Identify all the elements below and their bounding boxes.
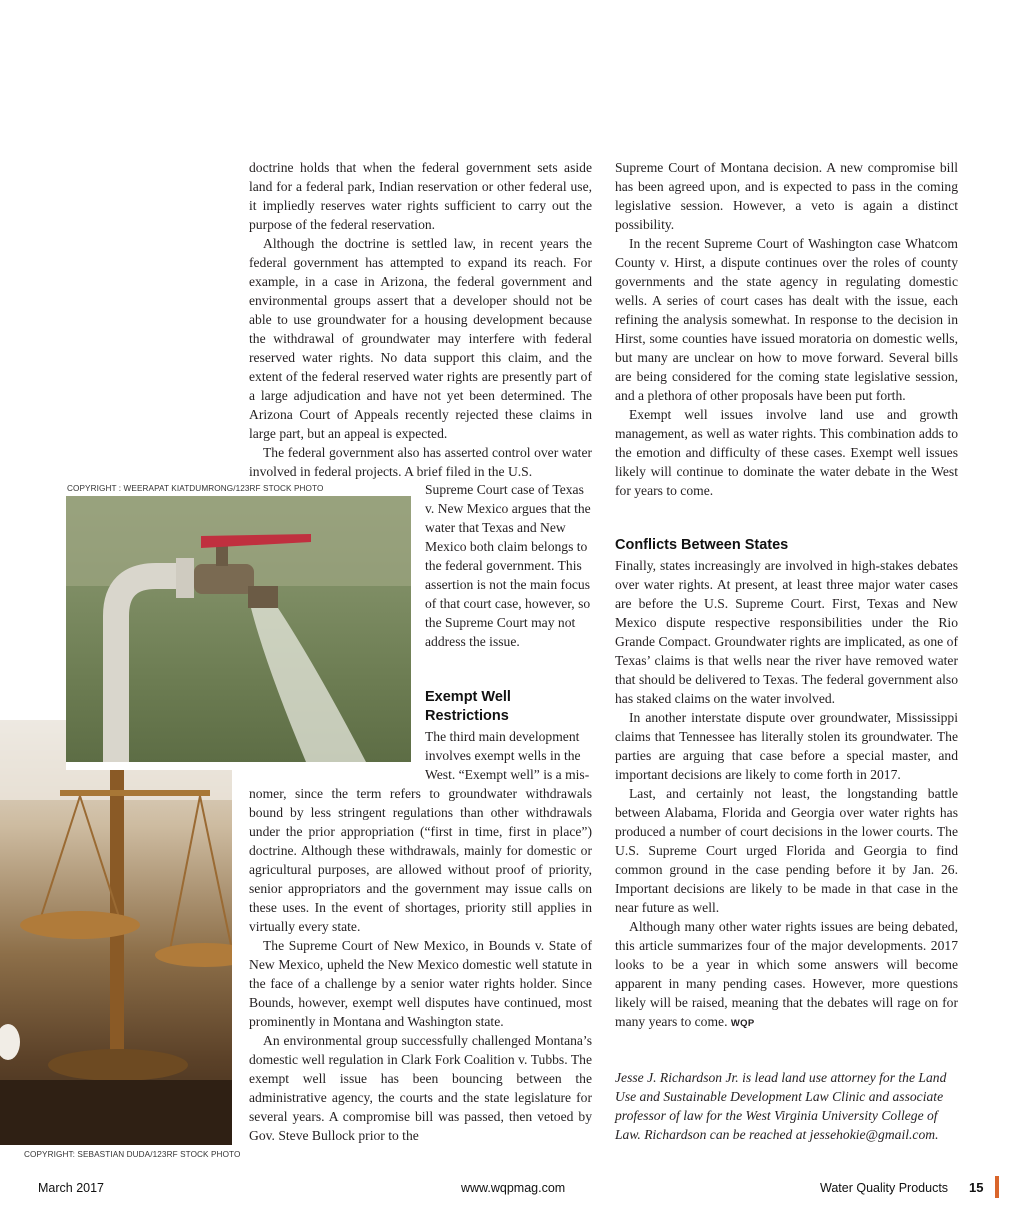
footer-url[interactable]: www.wqpmag.com (461, 1181, 566, 1195)
bio-text: Jesse J. Richardson Jr. is lead land use attorney for the Land Use and Sustainable Development Law Clinic and associate professor of law for the West Virginia University College of Law. Richardson can be reached at jessehokie@gmail.com. (615, 1070, 947, 1142)
body-paragraph: Although the doctrine is settled law, in recent years the federal government has attempted to expand its reach. For example, in a case in Arizona, the federal government and environmental groups assert that a developer should not be able to use groundwater for a housing development because the withdrawal of groundwater may interfere with federal reserved water rights. No data support this claim, and the extent of the federal reserved water rights are presently part of a large adjudication and have not yet been determined. The Arizona Court of Appeals recently rejected these claims in large part, but an appeal is expected. (249, 236, 592, 441)
exempt-well-heading (425, 688, 592, 726)
scales-photo-credit: COPYRIGHT: SEBASTIAN DUDA/123RF STOCK PHOTO (24, 1150, 241, 1159)
body-paragraph: nomer, since the term refers to groundwater withdrawals bound by less stringent regulations than other withdrawals under the prior appropriation (“first in time, first in place”) doctrine. Although these withdrawals, mainly for domestic or agricultural purposes, are allowed without proof of priority, senior appropriators and the government may issue calls on these uses. In the event of shortages, priority still applies in virtually every state. (249, 786, 592, 934)
wqp-end-logo: WQP (730, 1018, 755, 1029)
footer-date: March 2017 (38, 1181, 105, 1195)
faucet-photo-credit: COPYRIGHT : WEERAPAT KIATDUMRONG/123RF STOCK PHOTO (67, 484, 324, 493)
body-paragraph: Last, and certainly not least, the longstanding battle between Alabama, Florida and Georgia over water rights has produced a number of court decisions in the lower courts. The U.S. Supreme Court urged Florida and Georgia to find common ground in the case pending before it by Jan. 26. Important decisions are likely to be made in that case in the near future as well. (615, 786, 958, 915)
right-column-bottom (615, 556, 958, 1033)
scales-of-justice-photo (0, 720, 232, 1145)
page-accent-bar (995, 1176, 999, 1198)
body-paragraph: doctrine holds that when the federal government sets aside land for a federal park, Indian reservation or other federal use, it impliedly reserves water rights sufficient to carry out the purpose of the federal reservation. (249, 160, 592, 232)
right-column-top (615, 158, 958, 500)
left-column-wrap (425, 480, 592, 651)
left-column-exempt-wrap (425, 727, 592, 784)
body-paragraph: Finally, states increasingly are involved in high-stakes debates over water rights. At present, at least three major water cases are before the U.S. Supreme Court. First, Texas and New Mexico dispute respective responsibilities under the Rio Grande Compact. Groundwater rights are implicated, as one of Texas’ claims is that wells near the river have removed water that should be delivered to Texas. The federal government also has staked claims on the water involved. (615, 558, 958, 706)
body-paragraph: Exempt well issues involve land use and growth management, as well as water rights. This combination adds to the emotion and difficulty of these cases. Exempt well issues likely will continue to dominate the water debate in the West for years to come. (615, 407, 958, 498)
final-paragraph-text: Although many other water rights issues are being debated, this article summarizes four of the major developments. 2017 looks to be a year in which some answers will become apparent in many pending cases. However, more questions likely will be raised, meaning that the debates will rage on for many years to come. (615, 919, 958, 1029)
left-column-bottom (249, 784, 592, 1145)
body-paragraph: In the recent Supreme Court of Washington case Whatcom County v. Hirst, a dispute continues over the roles of county governments and the state agency in regulating domestic wells. A series of court cases has dealt with the issue, each refining the analysis somewhat. In response to the decision in Hirst, some counties have issued moratoria on domestic wells, but many are unclear on how to move forward. Several bills are being considered for the coming state legislative session, and a plethora of other proposals have been put forth. (615, 236, 958, 403)
faucet-photo (66, 496, 419, 770)
body-paragraph: In another interstate dispute over groundwater, Mississippi claims that Tennessee has literally stolen its groundwater. The parties are arguing that case before a special master, and important decisions are likely to come forth in 2017. (615, 710, 958, 782)
left-column-top (249, 158, 592, 481)
body-paragraph: An environmental group successfully challenged Montana’s domestic well regulation in Clark Fork Coalition v. Tubbs. The exempt well issue has been bouncing between the administrative agency, the courts and the state legislature for several years. A compromise bill was passed, then vetoed by Gov. Steve Bullock prior to the (249, 1033, 592, 1143)
body-paragraph: The federal government also has asserted control over water involved in federal projects. A brief filed in the U.S. (249, 445, 592, 479)
body-paragraph: Supreme Court of Montana decision. A new compromise bill has been agreed upon, and is expected to pass in the coming legislative session. However, a veto is again a distinct possibility. (615, 160, 958, 232)
heading-line: Exempt Well (425, 689, 511, 705)
heading-line: Conflicts Between States (615, 537, 789, 553)
body-paragraph (615, 917, 958, 1033)
body-paragraph: The third main development involves exempt wells in the West. “Exempt well” is a mis- (425, 729, 590, 782)
footer-publication: Water Quality Products (820, 1181, 949, 1195)
conflicts-heading (615, 536, 958, 555)
heading-line: Restrictions (425, 708, 509, 724)
body-paragraph: Supreme Court case of Texas v. New Mexico argues that the water that Texas and New Mexico both claim belongs to the federal government. This assertion is not the main focus of that court case, however, so the Supreme Court may not address the issue. (425, 482, 591, 649)
body-paragraph: The Supreme Court of New Mexico, in Bounds v. State of New Mexico, upheld the New Mexico domestic well statute in the face of a challenge by a senior water rights holder. Since Bounds, however, exempt well disputes have continued, most prominently in Montana and Washington state. (249, 938, 592, 1029)
page-number: 15 (969, 1180, 984, 1195)
author-bio (615, 1068, 958, 1144)
